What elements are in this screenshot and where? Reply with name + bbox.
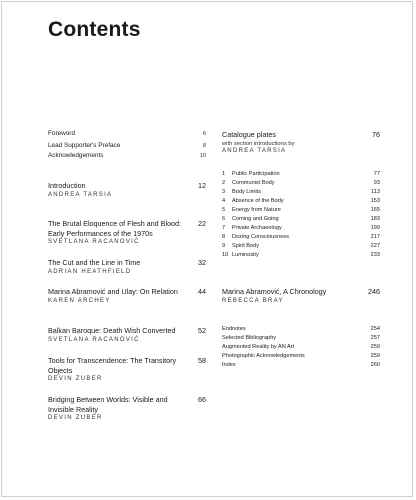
plate-number: 2 — [222, 180, 226, 186]
plate-label: Communist Body — [232, 180, 275, 186]
entry-row — [48, 356, 206, 375]
back-matter-item[interactable] — [222, 352, 380, 361]
entry-row — [48, 152, 206, 161]
contents-entry[interactable] — [48, 326, 206, 343]
back-matter-label: Endnotes — [222, 326, 246, 332]
entry-title: Tools for Transcendence: The Transitory Objects — [48, 356, 177, 375]
entry-page: 246 — [368, 287, 380, 296]
plate-item[interactable] — [222, 179, 380, 188]
entry-row — [48, 142, 206, 151]
plate-number: 5 — [222, 207, 226, 213]
back-matter-item[interactable] — [222, 343, 380, 352]
plate-item[interactable] — [222, 170, 380, 179]
plate-page: 233 — [370, 252, 380, 258]
entry-title: Catalogue plates — [222, 130, 276, 139]
plate-number: 7 — [222, 225, 226, 231]
entry-page: 44 — [198, 287, 206, 296]
entry-author: ANDREA TARSIA — [222, 147, 287, 154]
entry-page: 76 — [372, 130, 380, 139]
plate-number: 3 — [222, 189, 226, 195]
page-title: Contents — [48, 18, 141, 41]
plate-number: 10 — [222, 252, 229, 258]
catalogue-entry[interactable] — [222, 130, 380, 154]
plate-number: 1 — [222, 171, 226, 177]
contents-entry[interactable] — [48, 287, 206, 304]
entry-title: Marina Abramović and Ulay: On Relation — [48, 287, 178, 296]
contents-entry[interactable] — [48, 395, 206, 421]
entry-author: SVETLANA RACANOVIĆ — [48, 239, 140, 245]
entry-page: 6 — [202, 131, 206, 137]
plate-page: 183 — [370, 216, 380, 222]
plate-label: Coming and Going — [232, 216, 279, 222]
back-matter-page: 259 — [370, 344, 380, 350]
back-matter-item[interactable] — [222, 361, 380, 370]
entry-title: Balkan Baroque: Death Wish Converted — [48, 326, 176, 335]
entry-page: 52 — [198, 326, 206, 335]
plate-item[interactable] — [222, 242, 380, 251]
entry-author: DEVIN ZUBER — [48, 415, 103, 421]
back-matter-label: Selected Bibliography — [222, 335, 277, 341]
back-matter-page: 259 — [370, 353, 380, 359]
front-matter-entry[interactable] — [48, 142, 206, 151]
back-matter-item[interactable] — [222, 334, 380, 343]
plate-page: 199 — [370, 225, 380, 231]
back-matter-label: Augmented Reality by AN Art — [222, 344, 295, 350]
back-matter-page: 260 — [370, 362, 380, 368]
back-matter-page: 254 — [370, 326, 380, 332]
entry-subtitle: with section introductions by — [222, 140, 295, 147]
entry-title: Lead Supporter's Preface — [48, 142, 121, 149]
plate-label: Energy from Nature — [232, 207, 281, 213]
plate-number: 6 — [222, 216, 226, 222]
plates-list — [222, 170, 380, 260]
entry-row — [48, 326, 206, 336]
plate-number: 4 — [222, 198, 226, 204]
entry-author: KAREN ARCHEY — [48, 297, 111, 304]
plate-item[interactable] — [222, 251, 380, 260]
plate-item[interactable] — [222, 215, 380, 224]
entry-page: 58 — [198, 356, 206, 365]
entry-title: The Cut and the Line in Time — [48, 258, 141, 267]
plate-label: Public Participation — [232, 171, 280, 177]
plate-item[interactable] — [222, 197, 380, 206]
entry-page: 12 — [198, 181, 206, 190]
plate-label: Dozing Consciousness — [232, 234, 289, 240]
entry-title: Acknowledgements — [48, 152, 104, 159]
plate-label: Spirit Body — [232, 243, 260, 249]
plate-page: 113 — [371, 189, 380, 195]
plate-number: 8 — [222, 234, 226, 240]
entry-page: 22 — [198, 219, 206, 228]
entry-row — [48, 258, 206, 268]
back-matter-label: Photographic Acknowledgements — [222, 353, 305, 359]
entry-title: Foreword — [48, 130, 75, 137]
entry-page: 66 — [198, 395, 206, 404]
plate-item[interactable] — [222, 224, 380, 233]
contents-entry[interactable] — [48, 219, 206, 245]
back-matter-item[interactable] — [222, 325, 380, 334]
contents-entry[interactable] — [48, 356, 206, 382]
entry-author: SVETLANA RACANOVIĆ — [48, 336, 140, 343]
plate-label: Private Archaeology — [232, 225, 282, 231]
entry-page: 32 — [198, 258, 206, 267]
entry-title: Introduction — [48, 181, 86, 190]
plate-page: 77 — [373, 171, 380, 177]
entry-row — [48, 130, 206, 139]
entry-row — [48, 181, 206, 191]
entry-title: Marina Abramović, A Chronology — [222, 287, 327, 296]
entry-author: REBECCA BRAY — [222, 297, 284, 304]
entry-row — [48, 219, 206, 238]
entry-author: ANDREA TARSIA — [48, 191, 113, 198]
plate-page: 93 — [373, 180, 380, 186]
plate-page: 165 — [370, 207, 380, 213]
plate-number: 9 — [222, 243, 226, 249]
plate-item[interactable] — [222, 233, 380, 242]
front-matter-entry[interactable] — [48, 130, 206, 139]
entry-row — [48, 287, 206, 297]
entry-author: DEVIN ZUBER — [48, 376, 103, 382]
entry-page: 8 — [202, 143, 206, 149]
contents-entry[interactable] — [48, 258, 206, 275]
plate-page: 217 — [370, 234, 380, 240]
plate-page: 153 — [370, 198, 380, 204]
plate-page: 227 — [370, 243, 380, 249]
entry-title: Bridging Between Worlds: Visible and Invisible Reality — [48, 395, 168, 414]
front-matter-entry[interactable] — [48, 152, 206, 161]
plate-item[interactable] — [222, 188, 380, 197]
back-matter-label: Index — [222, 362, 236, 368]
entry-page: 10 — [199, 153, 206, 159]
entry-row — [48, 395, 206, 414]
entry-author: ADRIAN HEATHFIELD — [48, 268, 132, 275]
contents-entry[interactable] — [48, 181, 206, 198]
plate-label: Body Limits — [232, 189, 261, 195]
plate-item[interactable] — [222, 206, 380, 215]
back-matter-list — [222, 325, 380, 370]
chronology-entry[interactable] — [222, 287, 380, 304]
entry-title: The Brutal Eloquence of Flesh and Blood: Early Performances of the 1970s — [48, 219, 182, 238]
back-matter-page: 257 — [370, 335, 380, 341]
plate-label: Luminosity — [232, 252, 259, 258]
plate-label: Absence of the Body — [232, 198, 284, 204]
